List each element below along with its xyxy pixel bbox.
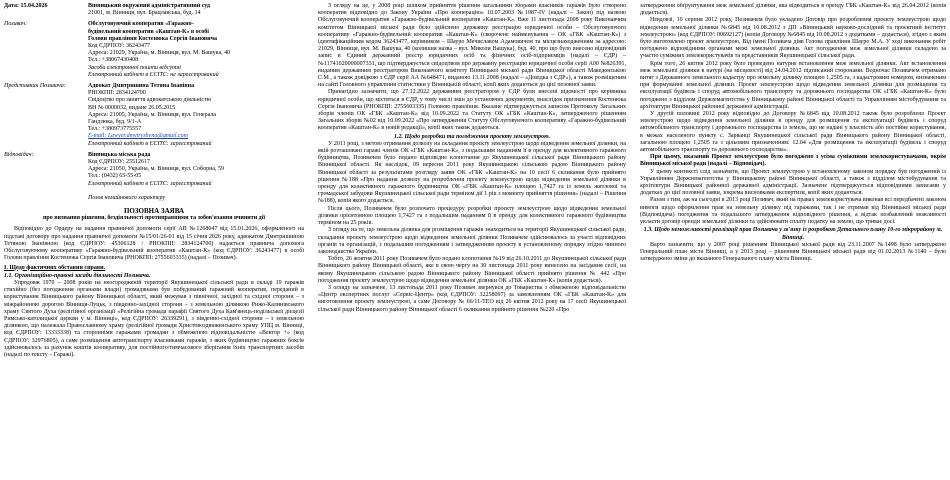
plaintiff-line: Електронний кабінет в ЄСІТС: не зареєстрований — [88, 71, 219, 78]
body-paragraph: З огляду на це, у 2008 році шляхом прийняття рішення загальними зборами власників гаражів було створено кооператив відповідно до Закону України «Про кооперацію» 10.07.2003 №1087-IV (надалі – Закон) під назвою Обслуговуючий кооператив «Гаражно-будівельний кооператив «Каштан-К». Вже 11 листопада 2008 року Виконавчим комітетом Вінницької міської ради було здійснено державну реєстрацію юридичної особи – Обслуговуючого кооперативу «Гаражно-будівельний кооператив «Каштан-К» (скорочене найменування – ОК «ГБК «Каштан-К») з ідентифікаційним кодом 36243477, керівником – Шауро Мечиславом Адамовичем та місцезнаходженням за адресою: 21029, Вінниця, вул. М. Вашука, 40 (колишня назва – вул. Миколи Вашука), буд. 40, про що було внесено відповідний запис в Єдиний державний реєстр юридичних осіб та фізичних осіб-підприємців (надалі – ЄДР) – №11741020000007331, що підтверджується свідоцтвом про державну реєстрацію юридичної особи серії А00 №826391, виданим державним реєстратором Виконавчого комітету Вінницької міської ради Вінницької області Македонською С.М., а також довідкою з ЄДР серії АА №648471, виданою 13.11.2008 (надалі – «Довідка з ЄДР»), а також розміщеним на сайті Головного управління статистики у Вінницькій області, копії яких додаються до цієї позовної заяви. — [318, 3, 626, 89]
representative-block — [4, 83, 304, 148]
body-paragraph: З огляду на те, що земельна ділянка для розміщення гаражів знаходиться на території Якушинецької сільської ради, складання проєкту землеустрою щодо відведення земельної ділянки Позивачем здійснювалось за участі відповідних органів та організацій, з подальшим погодженням і затвердженням проєкту в установленому порядку згідно чинного законодавства України. — [318, 227, 626, 255]
body-paragraph: затвердження обґрунтування меж земельної ділянки, яка відводиться в оренду ГБК «Каштан-К» від 26.04.2012 (копія додається). — [640, 3, 946, 17]
page-column-middle — [318, 3, 626, 477]
court-address: 21001, м. Вінниця, вул. Брацлавська, буд. 14 — [88, 10, 201, 17]
body-paragraph: Принагідно зазначити, що 27.12.2022 державним реєстратором у ЄДР були внесені відомості про керівника юридичної особи, що містяться в ЄДР, у тому числі змін до установчих документів, внаслідок призначення Костенюка Сергія Івановича (РНОКПП: 2755603335) Головою правління. Вказане підтверджується записом Протоколу Загальних зборів членів ОК «ГБК «Каштан-К» від 10.09.2022 та Статуту ОК «ГБК «Каштан-К», затвердженого рішенням Загальних зборів №02 від 10.09.2022 «Про затвердження Статуту Обслуговуючого кооперативу «Гаражно-будівельний кооператив «Каштан-К» в новій редакції», копії яких також додаються. — [318, 89, 626, 132]
plaintiff-line: Голови правління Костенюка Сергія Івановича — [88, 35, 218, 42]
claim-type: Позов немайнового характеру — [88, 195, 166, 202]
body-paragraph: Упродовж 1970 – 2008 років на неогородженій території Якушинецької сільської ради в складі 19 гаражів стихійно (без погодження органами влади) громадянами був побудований гаражний кооператив, переданий в користування Вінницького району Вінницької області, який межував з північної, західної та східної сторони – з міжрайонною дорогою Вінниця-Луцьк, з південно-західної сторони – з земельною ділянкою Рижо-Калинівського храму Святого Духа (релігійної організації «Релігійна громада парафії Святого Духа Кам'янець-подільської дієцезії Римсько-католицької церкви у м. Вінниці», код ЄДРПОУ: 26339291), з південно-східної сторони – з земельною ділянкою, що належала Православному храму (релігійної громади Христовоздвиженського храму УПЦ м. Вінниці, код ЄДРПОУ: 13333338) та сторонніми гаражами громадян з обмеженою відповідальністю «Вектор +» (код ЄДРПОУ: 32976805), а саме розміщення автотранспорту власниками гаражів, з яких будівництво гаражних боксів здійснювалось за рахунок коштів кооперативу, для постійного/тимчасового зберігання їхніх транспортних засобів (надалі по тексту – Гаражі). — [4, 279, 304, 358]
defendant-block — [4, 152, 304, 202]
plaintiff-line: Засоби електронної пошти відсутні — [88, 64, 181, 71]
defendant-line: Електронний кабінет в ЄСІТС: зареєстрований — [88, 180, 212, 187]
intro-paragraph: Відповідно до Ордеру на надання правничої допомоги серії АВ №1268047 від 15.01.2026, оформленого на підставі договору про надання правничої допомоги №15/01/26-01 від 15 січня 2026 року, адвокатом Дмитришиною Тетяною Іванівною (код ЄДРПОУ: 45306128 / РНОКПП: 2834124700) надається правнича допомога Обслуговуючому кооперативу «Гаражно-будівельний кооператив «Каштан-К» (код ЄДРПОУ: 36243477) в особі Голови правління Костенюка Сергія Івановича (РНОКПП: 2755603335) (надалі – Позивач). — [4, 226, 304, 262]
plaintiff-block — [4, 21, 304, 79]
representative-line: Адреса: 21005, Україна, м. Вінниця, вул. Генерала — [88, 111, 216, 118]
body-paragraph: При цьому, вказаний Проект землеустрою було погоджено з усіма суміжними землекористувачами, окрім Вінницької міської ради (надалі – Відповідач). — [640, 154, 946, 168]
plaintiff-line: будівельний кооператив «Каштан-К» в особі — [88, 28, 209, 35]
body-paragraph: Тобто, 26 жовтня 2011 року Позивачем було подано клопотання №19 від 26.10.2011 до Якушинецької сільської ради Вінницького району Вінницької області, яке в свою чергу на 30 листопада 2011 року винесено на засідання сесії, на якому Якушинецькою сільською радою Вінницького району Вінницької області прийнято рішення № 442 «Про погодження проєкту землеустрою щодо відведення земельної ділянки ОК «ГБК «Каштан-К» (копія додається). — [318, 256, 626, 284]
representative-line: РНОКПП: 2834124700 — [88, 90, 146, 97]
representative-line: ВН № 0000032, видане 26.05.2015 — [88, 104, 176, 111]
body-paragraph: Крім того, 26 квітня 2012 року було проведено натурне встановлення меж земельної ділянки. Акт встановлення меж земельної ділянки в натурі (на місцевості) від 24.04.2012 підписаний сторонами. Водночас Позивачем отримано витяг з Державного земельного кадастру про земельну ділянку площею 1,2505 га, з кадастровим номером, визначеним при формуванні земельної ділянки. Проєкт землеустрою щодо відведення земельної ділянки для розміщення та експлуатації будівель і споруд автомобільного транспорту та дорожнього господарства ОК «ГБК «Каштан-К» було погоджено з відділом Держземагентства у Вінницькому районі Вінницької області та Управлінням містобудування та архітектури Вінницької районної державної адміністрації. — [640, 60, 946, 110]
defendant-line: Код ЄДРПОУ: 25512617 — [88, 159, 150, 166]
body-paragraph: Варто зазначити, що у 2007 році рішенням Вінницької міської ради від 23.11.2007 №1498 було затверджено Генеральний план міста Вінниці, а у 2013 році – рішенням Вінницької міської ради від 01.02.2013 №1140 – було затверджено зміни до вказаного Генерального плану міста Вінниці. — [640, 241, 946, 263]
representative-line: Тел.: +380973775557 — [88, 126, 142, 133]
body-paragraph: У 2011 році, з метою отримання дозволу на складання проєкту землеустрою щодо відведення земельної ділянки, на якій розташовані гаражі членів ОК «ГБК «Каштан-К», з подальшим наданням її в оренду для колективного гаражного будівництва, Позивачем було подано відповідне клопотання до Якушинецької сільської ради Вінницького району Вінницької області. Як наслідок, 09 вересня 2011 року Якушинецькою сільською радою Вінницького району Вінницької області за результатами розгляду заяви ОК «ГБК «Каштан-К» на 10 сесії 6 скликання було прийнято рішення №188 «Про надання дозволу на розроблення проєкту землеустрою щодо відведення земельної ділянки в оренду для колективного гаражного будівництва ОК «ГБК «Каштан-К» площею 1,7427 га із земель житлової та громадської забудови Якушинецької сільської ради терміном дії 1 рік з моменту прийняття рішення» (надалі – Рішення №188), копія якого додається. — [318, 140, 626, 205]
body-paragraph: У другій половині 2012 року відповідно до Договору №6845 від 10.08.2012 також було розроблено Проект землеустрою щодо відведення земельної ділянки в оренду для розміщення та експлуатації будівель і споруд автомобільного транспорту і дорожнього господарства із земель, що не надані у власність або постійне користування, в межах населеного пункту с. Зарванці Якушинецької сільської ради Вінницького району Вінницької області, загальною площею 1,2505 га з цільовим призначенням: 12.04 «Для розміщення та експлуатації будівель і споруд автомобільного транспорту та дорожнього господарства». — [640, 111, 946, 154]
plaintiff-line: Адреса: 21029, Україна, м. Вінниця, вул. М. Вашука, 40 — [88, 50, 231, 57]
defendant-line: Тел.: (0432) 65-55-05 — [88, 173, 142, 180]
body-paragraph: У цьому контексті слід зазначити, що Проект землеустрою у встановленому законом порядку був погоджений із Управлінням Держземагентства у Вінницькому районі Вінницької області, а також з відділом містобудування та архітектури Вінницької районної державної адміністрації. Зазначене підтверджується відповідними записами у додатках до цієї позовної заяви, зокрема висновками експертизи, копії яких додаються. — [640, 168, 946, 197]
page-column-left — [4, 3, 304, 477]
court-block — [4, 3, 304, 17]
subsection-heading: 1.3. Щодо неможливості реалізації прав Позивача у зв'язку із розробкою Детального плану 10-го мікрорайону м. Вінниці. — [643, 227, 943, 241]
body-paragraph: Невдовзі, 10 серпня 2012 року, Позивачем було укладено Договір про розроблення проєкту землеустрою щодо відведення земельної ділянки №6845 від 10.08.2012 з ДП «Вінницький науково-дослідний та проєктний інститут землеустрою» (код ЄДРПОУ: 00692127) (копія Договору №6845 від 10.08.2012 з додатками – додається), згідно з яким було виготовлено проєкт землеустрою. Від імені Позивача діяв Голова правління Шауро М.А. У ході виконання робіт погоджено відповідними органами межі земельної ділянки. Акт погодження меж земельної ділянки складено за участю суміжних землекористувачів та представників Якушинецької сільської ради. — [640, 17, 946, 60]
page-column-right — [640, 3, 946, 477]
document-subtitle: про визнання рішення, бездіяльності протиправними та зобов'язання вчинити дії — [42, 215, 266, 222]
plaintiff-line: Код ЄДРПОУ: 36243477 — [88, 43, 150, 50]
representative-line: Адвокат Дмитришина Тетяна Іванівна — [88, 83, 195, 90]
defendant-line: Вінницька міська рада — [88, 151, 151, 158]
representative-line: Свідоцтво про заняття адвокатською діяльністю — [88, 97, 212, 104]
defendant-label: Відповідач: — [4, 151, 34, 158]
representative-email-link[interactable]: E-mail: Lawyer.dmytryshyna@gmail.com — [88, 133, 189, 140]
date-label: Дата: 15.04.2026 — [4, 3, 48, 9]
body-paragraph: Разом з тим, аж на сьогодні в 2013 році Позивач, який на правах землекористувача виконав всі передбачені законом вимоги щодо оформлення прав на земельну ділянку під гаражами, так і не отримав від Вінницької міської ради (Відповідача) погодження та подальшого затвердження відповідного рішення, а відтак позбавлений можливості укласти договір оренди земельної ділянки та здійснювати сплату податку на землю, що триває досі. — [640, 197, 946, 226]
section-heading: I. Щодо фактичних обставин справи. — [4, 264, 106, 271]
document-title: ПОЗОВНА ЗАЯВА — [123, 207, 185, 216]
representative-label: Представник Позивача: — [4, 83, 66, 90]
plaintiff-label: Позивач: — [4, 21, 27, 28]
subsection-heading: 1.2. Щодо розробки та погодження проєкту землеустрою. — [393, 133, 550, 140]
plaintiff-line: Тел.: +38067430408 — [88, 57, 139, 64]
body-paragraph: Після цього, Позивачем було розпочато процедуру розробки проєкту землеустрою щодо відведення земельної ділянки орієнтовною площею 1,7427 га з подальшим наданням її в оренду для колективного гаражного будівництва терміном на 25 років. — [318, 205, 626, 227]
plaintiff-line: Обслуговуючий кооператив «Гаражно- — [88, 21, 194, 28]
body-paragraph: З огляду на зазначене, 13 листопада 2011 року Позивач звернувся до Товариства з обмеженою відповідальністю «Центр експертних послуг «Сервіс-Центр» (код ЄДРПОУ: 32258097) за замовленням ОК «ГБК «Каштан-К» для виготовлення проєкту землеустрою, а саме Договору № 66/11-ТЕО від 26 квітня 2012 року на 17 сесії Якушинецької сільської ради Вінницького району Вінницької області 6 скликання прийнято рішення №220 «Про — [318, 284, 626, 313]
subsection-heading: 1.1. Організаційно-правові засади діяльності Позивача. — [4, 272, 151, 279]
defendant-line: Адреса: 21050, Україна, м. Вінниця, вул. Соборна, 59 — [88, 166, 224, 173]
court-name: Вінницький окружний адміністративний суд — [88, 3, 210, 9]
representative-cabinet: Електронний кабінет в ЄСІТС: зареєстрований — [88, 140, 212, 147]
representative-line: Гандзюка, буд. 9/1-А — [88, 119, 142, 126]
